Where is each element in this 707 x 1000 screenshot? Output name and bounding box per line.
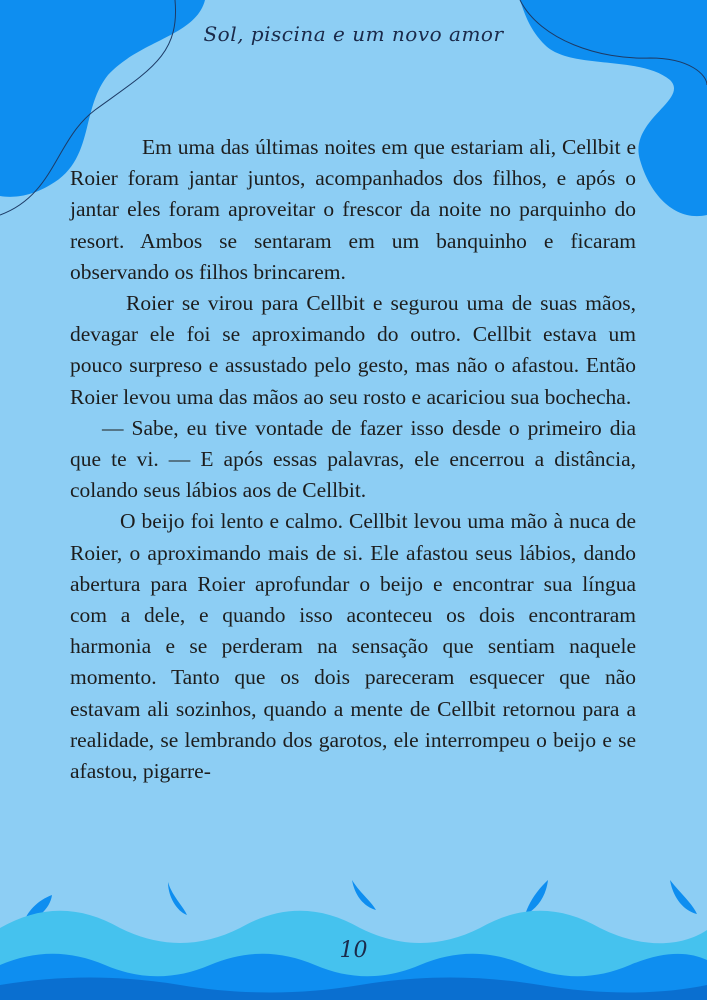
paragraph-4: O beijo foi lento e calmo. Cellbit levou uma mão à nuca de Roier, o aproximando mais de si. Ele afastou seus lábios, dando abertura para Roier aprofundar o beijo e encontrar sua língua com a dele, e quando isso aconteceu os dois encontraram harmonia e se perderam na sensação que sentiam naquele momento. Tanto que os dois pareceram esquecer que não estavam ali sozinhos, quando a mente de Cellbit retornou para a realidade, se lembrando dos garotos, ele interrompeu o beijo e se afastou, pigarre-	[70, 509, 636, 784]
droplet	[525, 880, 548, 915]
paragraph-2: Roier se virou para Cellbit e segurou uma de suas mãos, devagar ele foi se aproximando do outro. Cellbit estava um pouco surpreso e assustado pelo gesto, mas não o afastou. Então Roier levou uma das mãos ao seu rosto e acariciou sua bochecha.	[70, 291, 636, 409]
page-number: 10	[339, 938, 368, 963]
droplet	[168, 882, 187, 915]
page-header-title: Sol, piscina e um novo amor	[203, 22, 504, 46]
droplet	[670, 880, 697, 914]
paragraph-1: Em uma das últimas noites em que estariam ali, Cellbit e Roier foram jantar juntos, acompanhados dos filhos, e após o jantar eles foram aproveitar o frescor da noite no parquinho do resort. Ambos se sentaram em um banquinho e ficaram observando os filhos brincarem.	[70, 135, 636, 284]
paragraph-3: — Sabe, eu tive vontade de fazer isso desde o primeiro dia que te vi. — E após essas palavras, ele encerrou a distância, colando seus lábios aos de Cellbit.	[70, 415, 636, 503]
droplet	[352, 880, 376, 910]
story-text	[70, 132, 636, 787]
water-droplets	[23, 880, 697, 925]
